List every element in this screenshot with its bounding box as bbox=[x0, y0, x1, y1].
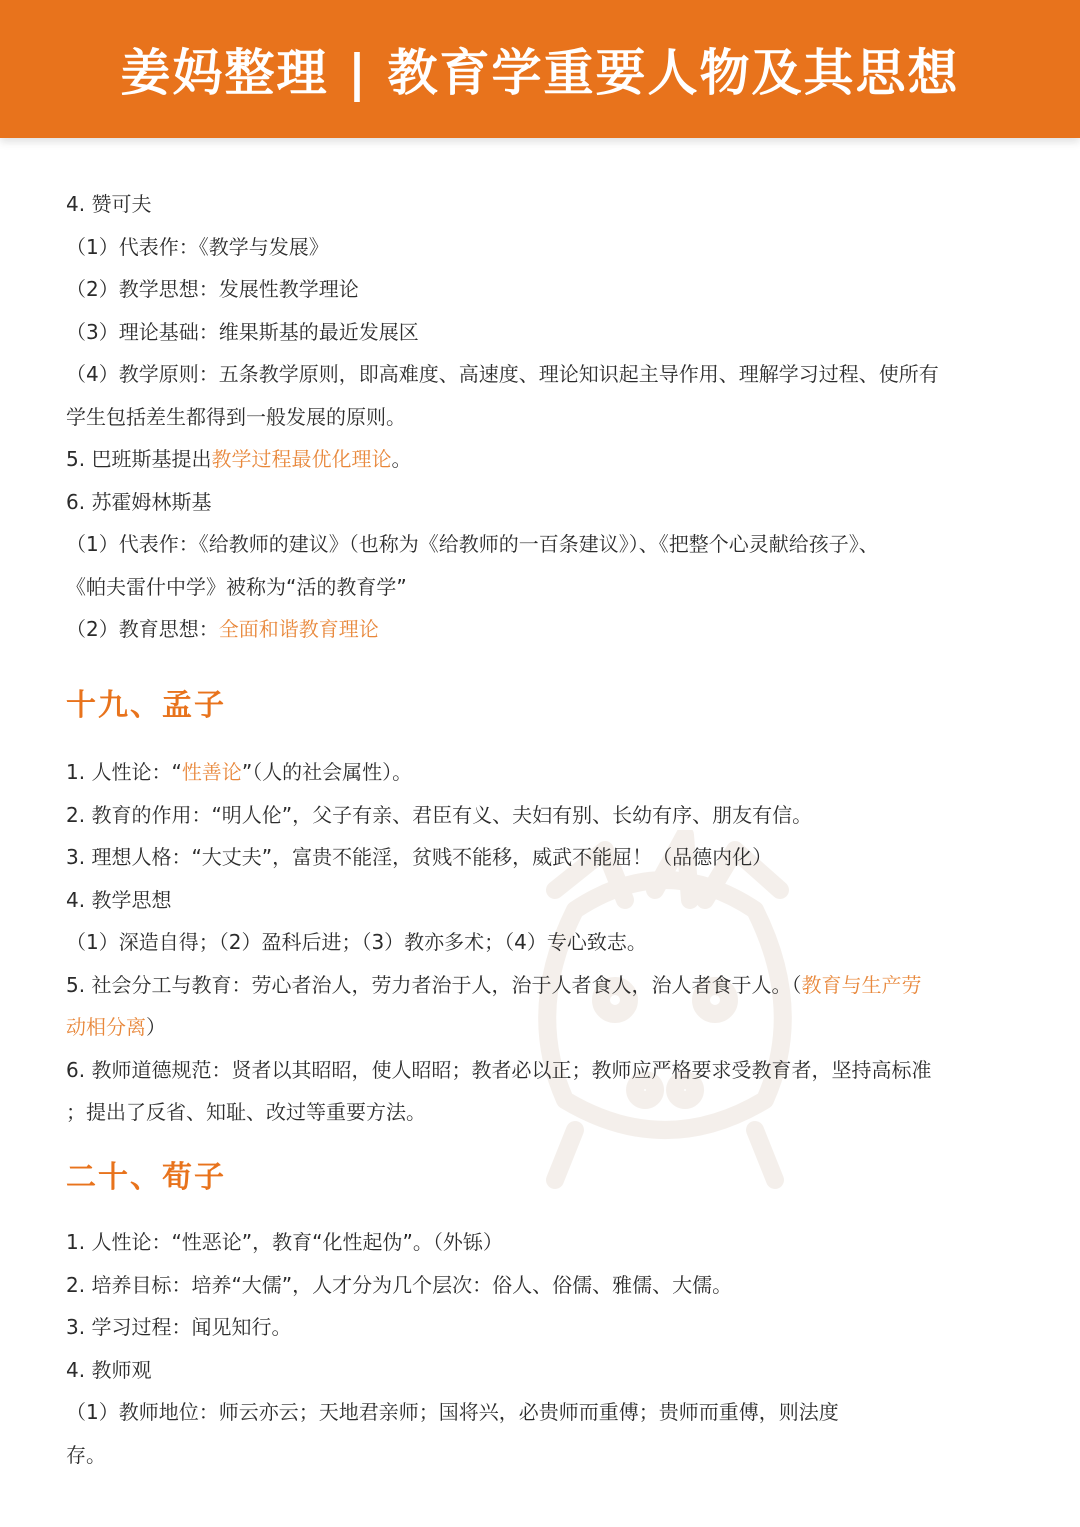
text-line: （4）教学原则：五条教学原则，即高难度、高速度、理论知识起主导作用、理解学习过程、使所有 bbox=[66, 362, 939, 386]
highlight-text: 动相分离 bbox=[66, 1015, 146, 1039]
mencius-section bbox=[66, 751, 1016, 1134]
text-line: （1）代表作：《给教师的建议》（也称为《给教师的一百条建议》）、《把整个心灵献给孩子》、 bbox=[66, 532, 879, 556]
section-heading-mencius: 十九、孟子 bbox=[66, 688, 226, 723]
text-segment: ”（人的社会属性）。 bbox=[241, 760, 413, 784]
text-line: （1）教师地位：师云亦云；天地君亲师；国将兴，必贵师而重傅；贵师而重傅，则法度 bbox=[66, 1400, 839, 1424]
text-line bbox=[66, 964, 1016, 1007]
text-line: 6. 教师道德规范：贤者以其昭昭，使人昭昭；教者必以正；教师应严格要求受教育者，坚持高标准 bbox=[66, 1057, 932, 1082]
text-line: 2. 培养目标：培养“大儒”，人才分为几个层次：俗人、俗儒、雅儒、大儒。 bbox=[66, 1272, 733, 1297]
text-segment: 5. 社会分工与教育：劳心者治人，劳力者治于人，治于人者食人，治人者食于人。（ bbox=[66, 972, 802, 997]
text-line: （3）理论基础：维果斯基的最近发展区 bbox=[66, 319, 419, 344]
zankov-section bbox=[66, 183, 1016, 651]
text-segment: 5. 巴班斯基提出 bbox=[66, 447, 212, 471]
text-line: 4. 教师观 bbox=[66, 1357, 152, 1382]
highlight-text: 全面和谐教育理论 bbox=[218, 617, 379, 641]
text-line bbox=[66, 438, 1016, 481]
text-line: 6. 苏霍姆林斯基 bbox=[66, 489, 212, 514]
highlight-text: 教育与生产劳 bbox=[801, 972, 922, 997]
text-segment: 。 bbox=[391, 447, 412, 471]
text-line: （1）深造自得；（2）盈科后进；（3）教亦多术；（4）专心致志。 bbox=[66, 930, 647, 954]
text-line: 《帕夫雷什中学》被称为“活的教育学” bbox=[66, 574, 407, 599]
section-heading-xunzi: 二十、荀子 bbox=[66, 1160, 226, 1195]
highlight-text: 教学过程最优化理论 bbox=[211, 447, 392, 471]
text-line: 存。 bbox=[66, 1442, 106, 1467]
xunzi-section bbox=[66, 1221, 1016, 1476]
text-line bbox=[66, 608, 1016, 651]
text-line bbox=[66, 1006, 1016, 1049]
header-banner bbox=[0, 0, 1080, 138]
text-line: ；提出了反省、知耻、改过等重要方法。 bbox=[66, 1100, 426, 1124]
highlight-text: 性善论 bbox=[181, 760, 242, 784]
text-line: 1. 人性论：“性恶论”，教育“化性起伪”。（外铄） bbox=[66, 1230, 503, 1254]
text-segment: ） bbox=[146, 1015, 166, 1039]
page-title: 姜妈整理 | 教育学重要人物及其思想 bbox=[120, 44, 960, 102]
text-line: 2. 教育的作用：“明人伦”，父子有亲、君臣有义、夫妇有别、长幼有序、朋友有信。 bbox=[66, 802, 813, 827]
text-line: 3. 理想人格：“大丈夫”，富贵不能淫，贫贱不能移，威武不能屈！（品德内化） bbox=[66, 845, 773, 869]
text-segment: （2）教育思想： bbox=[66, 617, 219, 641]
text-line bbox=[66, 751, 1016, 794]
text-line: 3. 学习过程：闻见知行。 bbox=[66, 1315, 292, 1339]
text-segment: 1. 人性论：“ bbox=[66, 760, 182, 784]
text-line: 4. 赞可夫 bbox=[66, 192, 152, 216]
text-line: 学生包括差生都得到一般发展的原则。 bbox=[66, 404, 406, 429]
text-line: 4. 教学思想 bbox=[66, 887, 172, 912]
text-line: （1）代表作：《教学与发展》 bbox=[66, 234, 329, 259]
text-line: （2）教学思想：发展性教学理论 bbox=[66, 277, 359, 301]
